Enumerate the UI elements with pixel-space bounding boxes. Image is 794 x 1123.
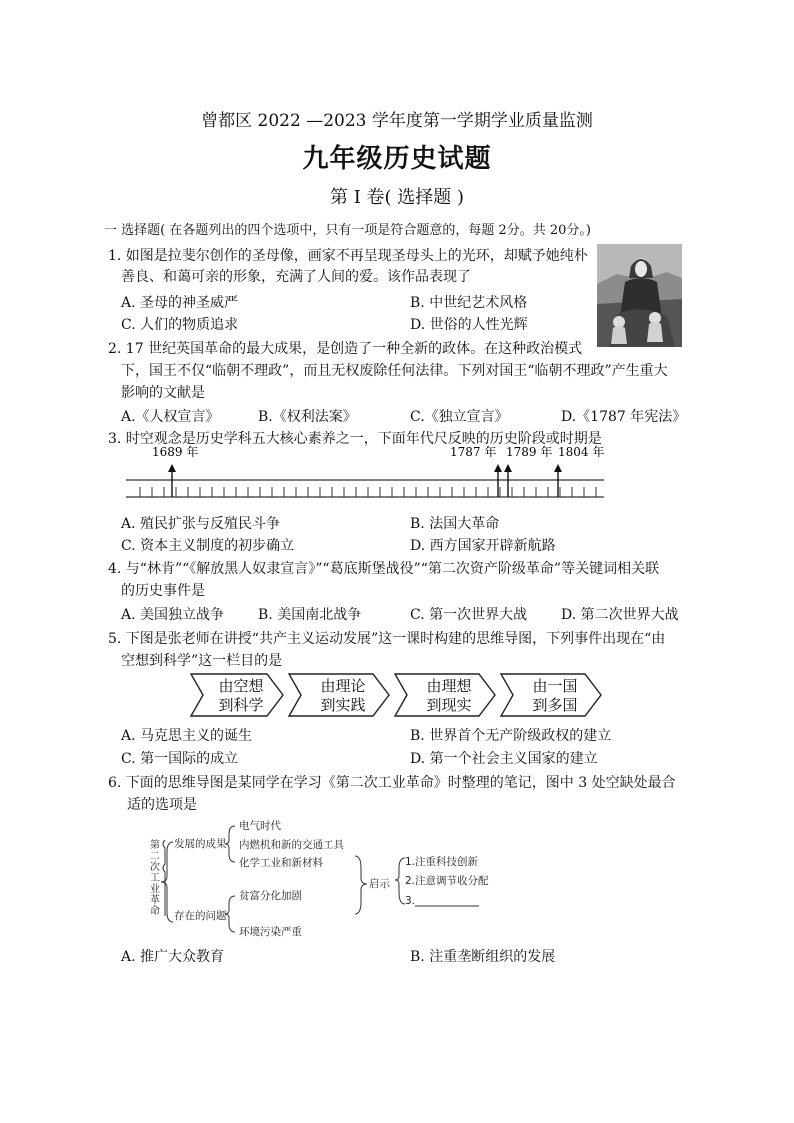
- mindmap-4-line1: 由一国: [532, 677, 578, 695]
- madonna-painting-image: [597, 244, 682, 347]
- q4-stem-line1: 4. 与“林肯”“《解放黑人奴隶宣言》”“葛底斯堡战役”“第二次资产阶级革命”等关键词相关联: [108, 561, 660, 577]
- section-instructions: 一 选择题( 在各题列出的四个选项中，只有一项是符合题意的，每题 2分。共 20分。): [104, 223, 591, 238]
- q5-option-c[interactable]: C. 第一国际的成立: [121, 751, 239, 767]
- notes-hint-2: 2.注意调节收分配: [405, 875, 489, 887]
- mindmap-2-line1: 由理论: [320, 677, 366, 695]
- q1-option-b[interactable]: B. 中世纪艺术风格: [410, 295, 528, 311]
- exam-header: 曾都区 2022 —2023 学年度第一学期学业质量监测: [201, 111, 593, 131]
- mindmap-3-line1: 由理想: [426, 677, 472, 695]
- q6-stem-line1: 6. 下面的思维导图是某同学在学习《第二次工业革命》时整理的笔记，图中 3 处空缺处最合: [108, 775, 676, 791]
- q2-option-a[interactable]: A.《人权宣言》: [121, 409, 220, 425]
- mindmap-1-line1: 由空想: [218, 677, 264, 695]
- q4-option-a[interactable]: A. 美国独立战争: [121, 607, 225, 623]
- q2-option-b[interactable]: B.《权利法案》: [258, 409, 357, 425]
- year-timeline: [120, 440, 610, 510]
- q1-stem-line2: 善良、和蔼可亲的形象，充满了人间的爱。该作品表现了: [121, 269, 471, 285]
- q3-option-d[interactable]: D. 西方国家开辟新航路: [410, 538, 556, 554]
- notes-hint-1: 1.注重科技创新: [405, 856, 479, 868]
- q5-option-a[interactable]: A. 马克思主义的诞生: [121, 728, 253, 744]
- q3-option-a[interactable]: A. 殖民扩张与反殖民斗争: [121, 516, 281, 532]
- q5-stem-line1: 5. 下图是张老师在讲授“共产主义运动发展”这一课时构建的思维导图，下列事件出现在“由: [108, 631, 666, 647]
- mindmap-2-line2: 到实践: [320, 696, 366, 714]
- notes-leaf-4: 贫富分化加剧: [239, 890, 302, 902]
- q6-stem-line2: 适的选项是: [127, 797, 197, 813]
- timeline-label-1789: 1789 年: [506, 445, 553, 459]
- q2-option-c[interactable]: C.《独立宣言》: [410, 409, 509, 425]
- mindmap-4-line2: 到多国: [532, 696, 578, 714]
- q6-option-a[interactable]: A. 推广大众教育: [121, 949, 225, 965]
- q1-option-a[interactable]: A. 圣母的神圣威严: [121, 295, 239, 311]
- q2-stem-line1: 2. 17 世纪英国革命的最大成果，是创造了一种全新的政体。在这种政治模式: [108, 341, 583, 357]
- q5-option-d[interactable]: D. 第一个社会主义国家的建立: [410, 751, 598, 767]
- q4-option-d[interactable]: D. 第二次世界大战: [561, 607, 679, 623]
- timeline-label-1804: 1804 年: [558, 445, 605, 459]
- q5-option-b[interactable]: B. 世界首个无产阶级政权的建立: [410, 728, 612, 744]
- exam-title: 九年级历史试题: [302, 144, 492, 174]
- notes-leaf-3: 化学工业和新材料: [239, 857, 323, 869]
- q2-stem-line3: 影响的文献是: [121, 385, 205, 401]
- notes-leaf-2: 内燃机和新的交通工具: [239, 839, 344, 851]
- q1-option-c[interactable]: C. 人们的物质追求: [121, 317, 239, 333]
- q3-option-b[interactable]: B. 法国大革命: [410, 516, 500, 532]
- q3-option-c[interactable]: C. 资本主义制度的初步确立: [121, 538, 295, 554]
- industrial-revolution-notes: [143, 812, 523, 950]
- notes-root: 第二次工业革命: [150, 840, 160, 917]
- q1-stem-line1: 1. 如图是拉斐尔创作的圣母像，画家不再呈现圣母头上的光环，却赋予她纯朴: [108, 248, 588, 264]
- notes-branch-problems: 存在的问题: [174, 910, 227, 922]
- mindmap-1-line2: 到科学: [218, 696, 264, 714]
- q2-option-d[interactable]: D.《1787 年宪法》: [561, 409, 687, 425]
- q6-option-b[interactable]: B. 注重垄断组织的发展: [410, 949, 556, 965]
- q4-option-c[interactable]: C. 第一次世界大战: [410, 607, 528, 623]
- notes-leaf-5: 环境污染严重: [239, 926, 302, 938]
- notes-hint-label: 启示: [369, 878, 390, 890]
- notes-branch-achievements: 发展的成果: [174, 838, 227, 850]
- timeline-label-1689: 1689 年: [152, 445, 199, 459]
- q4-option-b[interactable]: B. 美国南北战争: [258, 607, 362, 623]
- q5-stem-line2: 空想到科学”这一栏目的是: [121, 653, 283, 669]
- notes-leaf-1: 电气时代: [239, 820, 281, 832]
- communism-mindmap: [185, 670, 625, 720]
- timeline-label-1787: 1787 年: [450, 445, 497, 459]
- section-title: 第 I 卷( 选择题 ): [329, 187, 465, 208]
- q3-stem: 3. 时空观念是历史学科五大核心素养之一，下面年代尺反映的历史阶段或时期是: [108, 431, 602, 447]
- q1-option-d[interactable]: D. 世俗的人性光辉: [410, 317, 528, 333]
- mindmap-3-line2: 到现实: [426, 696, 472, 714]
- q4-stem-line2: 的历史事件是: [121, 583, 205, 599]
- notes-hint-3: 3.: [405, 895, 416, 907]
- q2-stem-line2: 下，国王不仅“临朝不理政”，而且无权废除任何法律。下列对国王“临朝不理政”产生重大: [121, 363, 668, 379]
